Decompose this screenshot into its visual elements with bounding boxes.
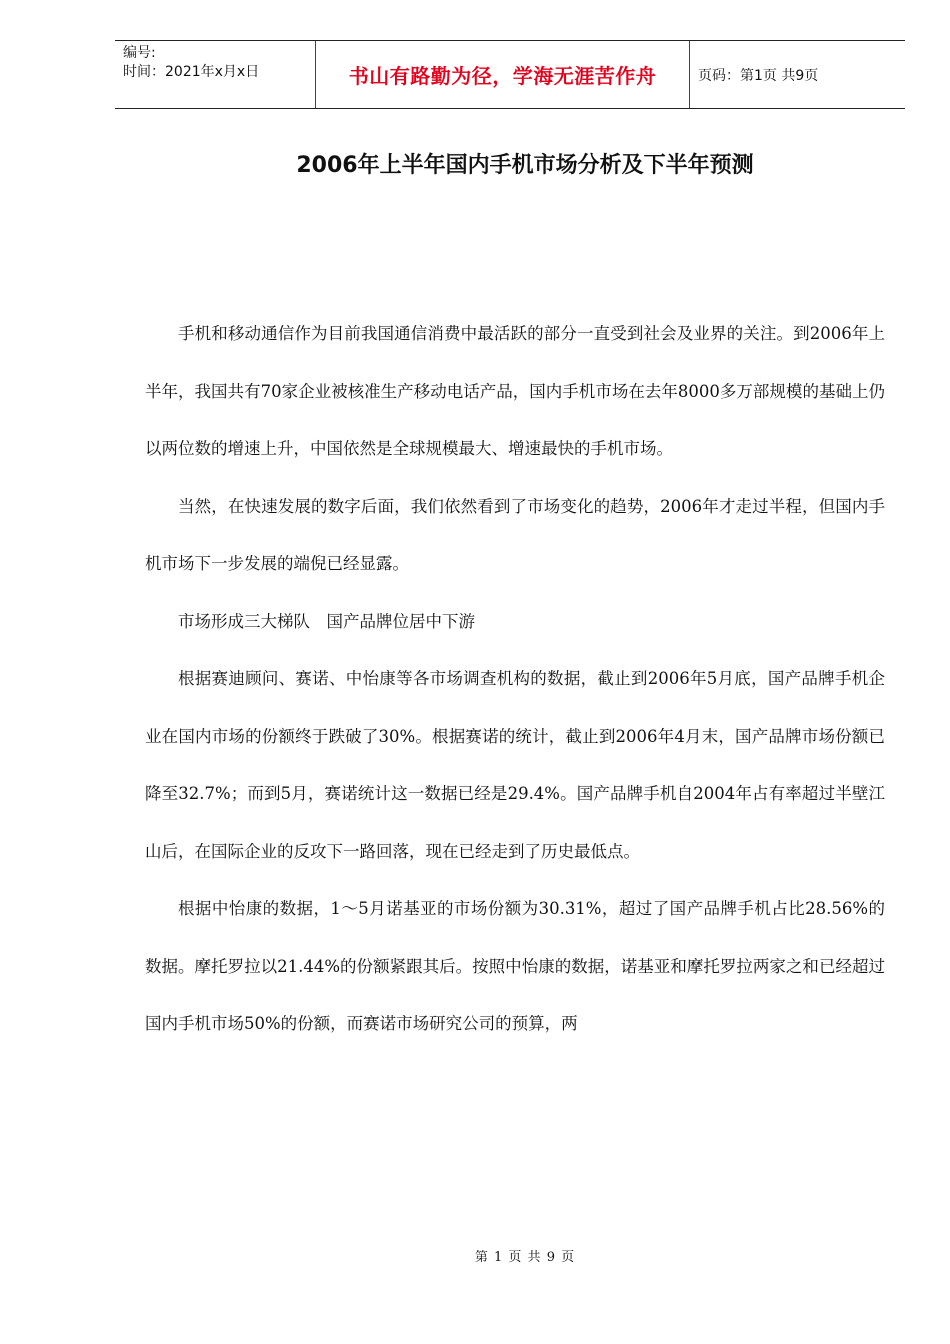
header-motto-cell: [316, 41, 690, 108]
motto-text: 书山有路勤为径，学海无涯苦作舟: [348, 64, 657, 88]
header-meta-cell: [115, 41, 316, 108]
date-label: 时间：2021年x月x日: [123, 64, 260, 80]
document-body: [145, 305, 885, 1053]
header-page-cell: [690, 41, 905, 108]
paragraph: 根据赛迪顾问、赛诺、中怡康等各市场调查机构的数据，截止到2006年5月底，国产品牌手机企业在国内市场的份额终于跌破了30%。根据赛诺的统计，截止到2006年4月末，国产品牌市场份额已降至32.7%；而到5月，赛诺统计这一数据已经是29.4%。国产品牌手机自2004年占有率超过半壁江山后，在国际企业的反攻下一路回落，现在已经走到了历史最低点。: [145, 669, 885, 861]
section-heading: 市场形成三大梯队 国产品牌位居中下游: [178, 611, 475, 631]
header-table: [115, 40, 905, 109]
page-info-text: 页码：第1页 共9页: [698, 67, 819, 84]
serial-number-label: 编号:: [123, 45, 156, 61]
page-footer: 第 1 页 共 9 页: [474, 1250, 576, 1265]
paragraph: 根据中怡康的数据，1～5月诺基亚的市场份额为30.31%，超过了国产品牌手机占比28.56%的数据。摩托罗拉以21.44%的份额紧跟其后。按照中怡康的数据，诺基亚和摩托罗拉两家之和已经超过国内手机市场50%的份额，而赛诺市场研究公司的预算，两: [145, 899, 885, 1033]
paragraph: 手机和移动通信作为目前我国通信消费中最活跃的部分一直受到社会及业界的关注。到2006年上半年，我国共有70家企业被核准生产移动电话产品，国内手机市场在去年8000多万部规模的基础上仍以两位数的增速上升，中国依然是全球规模最大、增速最快的手机市场。: [145, 324, 885, 458]
paragraph: 当然，在快速发展的数字后面，我们依然看到了市场变化的趋势，2006年才走过半程，但国内手机市场下一步发展的端倪已经显露。: [145, 496, 885, 573]
document-title: 2006年上半年国内手机市场分析及下半年预测: [296, 153, 754, 178]
